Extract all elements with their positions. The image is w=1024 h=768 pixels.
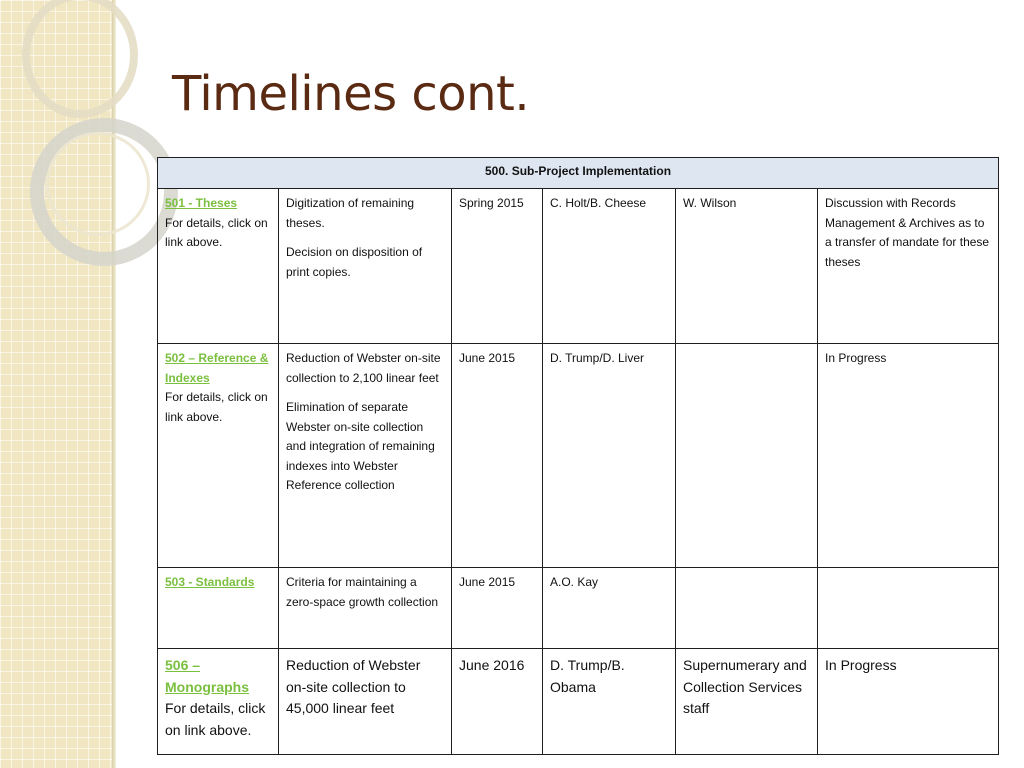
task-cell: Reduction of Webster on-site collection to 45,000 linear feet	[279, 649, 452, 755]
project-note: For details, click on link above.	[165, 700, 266, 738]
project-link-506[interactable]: 506 – Monographs	[165, 657, 249, 695]
leads-cell: C. Holt/B. Cheese	[543, 189, 676, 344]
date-cell: June 2015	[452, 568, 543, 649]
task-text: Digitization of remaining theses.	[286, 196, 415, 230]
leads-cell: A.O. Kay	[543, 568, 676, 649]
leads-cell: D. Trump/B. Obama	[543, 649, 676, 755]
project-cell	[158, 568, 279, 649]
table-header: 500. Sub-Project Implementation	[158, 158, 999, 189]
status-cell: Discussion with Records Management & Archives as to a transfer of mandate for these theses	[818, 189, 999, 344]
status-cell: In Progress	[818, 344, 999, 568]
date-cell: June 2015	[452, 344, 543, 568]
slide-title: Timelines cont.	[172, 66, 530, 122]
status-cell	[818, 568, 999, 649]
decorative-side-edge	[112, 0, 116, 768]
decorative-ring	[22, 0, 138, 118]
table-row	[158, 189, 999, 344]
task-text: Elimination of separate Webster on-site collection and integration of remaining indexes into Webster Reference collection	[286, 400, 435, 492]
leads-cell: D. Trump/D. Liver	[543, 344, 676, 568]
project-link-501[interactable]: 501 - Theses	[165, 196, 238, 210]
project-note: For details, click on link above.	[165, 390, 268, 424]
team-cell: Supernumerary and Collection Services staff	[676, 649, 818, 755]
date-cell: Spring 2015	[452, 189, 543, 344]
team-cell	[676, 344, 818, 568]
project-link-502[interactable]: 502 – Reference & Indexes	[165, 351, 269, 385]
task-text: Decision on disposition of print copies.	[286, 245, 423, 279]
table-header-row	[158, 158, 999, 189]
team-cell: W. Wilson	[676, 189, 818, 344]
project-cell	[158, 189, 279, 344]
date-cell: June 2016	[452, 649, 543, 755]
project-note: For details, click on link above.	[165, 215, 268, 249]
table-row	[158, 568, 999, 649]
project-cell	[158, 344, 279, 568]
project-link-503[interactable]: 503 - Standards	[165, 575, 255, 589]
table-row	[158, 344, 999, 568]
task-text: Reduction of Webster on-site collection to 2,100 linear feet	[286, 351, 441, 385]
status-cell: In Progress	[818, 649, 999, 755]
team-cell	[676, 568, 818, 649]
task-cell	[279, 344, 452, 568]
table-row	[158, 649, 999, 755]
task-cell	[279, 189, 452, 344]
timeline-table	[157, 157, 999, 755]
decorative-ring	[46, 132, 150, 236]
task-cell: Criteria for maintaining a zero-space growth collection	[279, 568, 452, 649]
project-cell	[158, 649, 279, 755]
